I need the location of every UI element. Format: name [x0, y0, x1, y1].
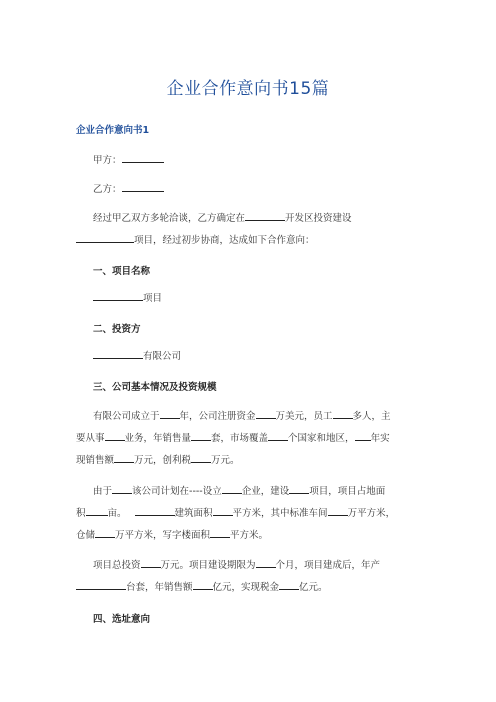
blank: [93, 290, 143, 301]
plan-line-1: [93, 483, 385, 498]
blank: [76, 579, 126, 590]
text: 台套，年销售额: [126, 582, 193, 593]
heading-site-selection: 四、选址意向: [93, 614, 151, 625]
blank: [95, 527, 115, 538]
blank: [245, 210, 285, 221]
blank: [213, 505, 233, 516]
party-a-label: 甲方：: [93, 155, 122, 166]
heading-company-info: 三、公司基本情况及投资规模: [93, 382, 217, 393]
plan-line-2: [76, 505, 395, 520]
text: 业务，年销售量: [124, 433, 192, 444]
party-b-blank: [122, 181, 164, 192]
blank: [256, 408, 276, 419]
party-b-label: 乙方：: [93, 184, 122, 195]
heading-investor: 二、投资方: [93, 324, 141, 335]
blank: [328, 505, 348, 516]
blank: [93, 348, 143, 359]
investment-line-2: [76, 579, 328, 594]
text: 套，市场覆盖: [211, 433, 269, 444]
blank: [289, 483, 309, 494]
text: 积: [76, 508, 86, 519]
blank: [210, 527, 230, 538]
text: 有限公司成立于: [93, 411, 160, 422]
investment-line-1: [93, 557, 380, 572]
section-subtitle: 企业合作意向书1: [76, 125, 150, 136]
blank: [160, 408, 180, 419]
text: 个国家和地区，: [288, 433, 355, 444]
intro-text-2: 开发区投资建设: [285, 213, 352, 224]
blank: [76, 232, 134, 243]
text: 万美元，员工: [275, 411, 333, 422]
text: 项目，项目占地面: [309, 486, 386, 497]
intro-line-2: [76, 232, 315, 247]
text: 年实: [370, 433, 390, 444]
blank: [193, 579, 213, 590]
company-line-2: [76, 430, 390, 445]
text: 万元。: [211, 455, 240, 466]
investor-suffix: 有限公司: [143, 351, 182, 362]
project-name-line: [93, 290, 162, 305]
text: 亿元。: [299, 582, 328, 593]
text: 建筑面积: [174, 508, 213, 519]
investor-line: [93, 348, 181, 363]
document-title: 企业合作意向书15篇: [166, 79, 330, 99]
text: 个月，项目建成后，年产: [275, 560, 381, 571]
intro-line-1: [93, 210, 352, 225]
blank: [279, 579, 299, 590]
blank: [256, 557, 276, 568]
project-suffix: 项目: [143, 293, 163, 304]
blank: [105, 430, 125, 441]
text: 项目总投资: [93, 560, 141, 571]
text: 平方米，其中标准车间: [232, 508, 328, 519]
text: 要从事: [76, 433, 105, 444]
blank: [114, 452, 134, 463]
blank: [141, 557, 161, 568]
party-a-line: [93, 152, 164, 167]
intro-text-1: 经过甲乙双方多轮洽谈，乙方确定在: [93, 213, 246, 224]
text: 万元。项目建设期限为: [160, 560, 256, 571]
text: 亿元，实现税金: [212, 582, 280, 593]
blank: [333, 408, 353, 419]
text: 年，公司注册资金: [179, 411, 256, 422]
text: 平方米。: [230, 530, 269, 541]
text: 亩。: [107, 508, 127, 519]
blank: [355, 430, 371, 441]
blank: [86, 505, 108, 516]
text: 由于: [93, 486, 113, 497]
blank: [191, 452, 211, 463]
text: 现销售额: [76, 455, 115, 466]
blank: [112, 483, 132, 494]
company-line-1: [93, 408, 391, 423]
text: 企业，建设: [241, 486, 290, 497]
company-line-3: [76, 452, 240, 467]
text: 万元，创利税: [134, 455, 192, 466]
blank: [191, 430, 211, 441]
party-b-line: [93, 181, 164, 196]
blank: [222, 483, 242, 494]
text: 仓储: [76, 530, 96, 541]
intro-text-3: 项目，经过初步协商，达成如下合作意向：: [134, 235, 315, 246]
blank: [135, 505, 175, 516]
party-a-blank: [122, 152, 164, 163]
text: 万平方米，: [347, 508, 396, 519]
text: 多人，主: [352, 411, 391, 422]
blank: [268, 430, 288, 441]
text: 该公司计划在----设立: [132, 486, 222, 497]
plan-line-3: [76, 527, 268, 542]
heading-project-name: 一、项目名称: [93, 266, 151, 277]
text: 万平方米，写字楼面积: [115, 530, 211, 541]
